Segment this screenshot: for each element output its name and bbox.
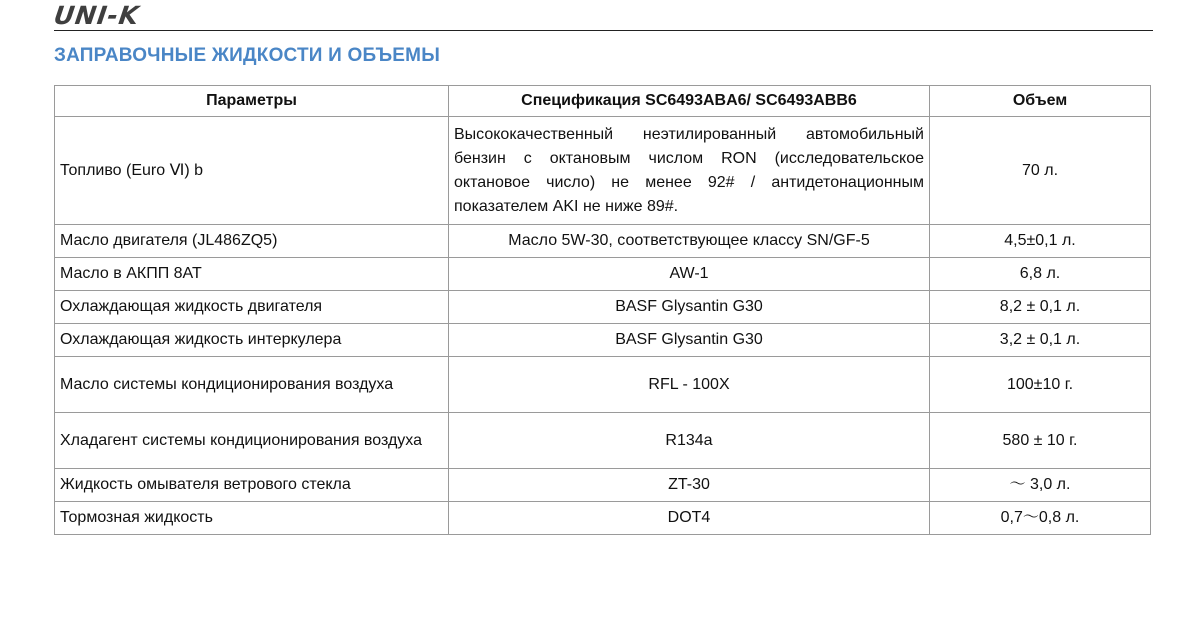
cell-parameter: Масло системы кондиционирования воздуха bbox=[55, 357, 449, 413]
cell-specification: Высококачественный неэтилированный автомобильный бензин с октановым числом RON (исследовательское октановое число) не менее 92# / антидетонационным показателем AKI не ниже 89#. bbox=[449, 117, 930, 225]
cell-volume: 4,5±0,1 л. bbox=[930, 225, 1151, 258]
cell-parameter: Охлаждающая жидкость двигателя bbox=[55, 291, 449, 324]
table-header-row bbox=[55, 86, 1151, 117]
cell-parameter: Топливо (Euro Ⅵ) b bbox=[55, 117, 449, 225]
fluids-table bbox=[54, 85, 1151, 535]
cell-specification: ZT-30 bbox=[449, 469, 930, 502]
cell-parameter: Масло двигателя (JL486ZQ5) bbox=[55, 225, 449, 258]
column-header-volume: Объем bbox=[930, 86, 1151, 117]
cell-specification: RFL - 100X bbox=[449, 357, 930, 413]
header-divider bbox=[54, 30, 1153, 31]
cell-volume: 580 ± 10 г. bbox=[930, 413, 1151, 469]
cell-specification: DOT4 bbox=[449, 502, 930, 535]
cell-parameter: Хладагент системы кондиционирования воздуха bbox=[55, 413, 449, 469]
cell-volume: 6,8 л. bbox=[930, 258, 1151, 291]
table-row bbox=[55, 225, 1151, 258]
cell-parameter: Тормозная жидкость bbox=[55, 502, 449, 535]
cell-specification: R134a bbox=[449, 413, 930, 469]
section-title: ЗАПРАВОЧНЫЕ ЖИДКОСТИ И ОБЪЕМЫ bbox=[54, 45, 441, 66]
table-row bbox=[55, 117, 1151, 225]
cell-specification: BASF Glysantin G30 bbox=[449, 291, 930, 324]
cell-parameter: Жидкость омывателя ветрового стекла bbox=[55, 469, 449, 502]
cell-volume: 8,2 ± 0,1 л. bbox=[930, 291, 1151, 324]
table-row bbox=[55, 357, 1151, 413]
column-header-parameters: Параметры bbox=[55, 86, 449, 117]
table-row bbox=[55, 258, 1151, 291]
cell-parameter: Масло в АКПП 8AT bbox=[55, 258, 449, 291]
cell-volume: 0,7～0,8 л. bbox=[930, 502, 1151, 535]
table-row bbox=[55, 469, 1151, 502]
table-row bbox=[55, 324, 1151, 357]
table-row bbox=[55, 291, 1151, 324]
cell-specification: AW-1 bbox=[449, 258, 930, 291]
brand-logo: UNI-K bbox=[52, 1, 142, 30]
table-row bbox=[55, 502, 1151, 535]
cell-volume: 70 л. bbox=[930, 117, 1151, 225]
table-row bbox=[55, 413, 1151, 469]
cell-volume: 100±10 г. bbox=[930, 357, 1151, 413]
cell-parameter: Охлаждающая жидкость интеркулера bbox=[55, 324, 449, 357]
cell-volume: 3,2 ± 0,1 л. bbox=[930, 324, 1151, 357]
cell-specification: Масло 5W-30, соответствующее классу SN/GF-5 bbox=[449, 225, 930, 258]
cell-specification: BASF Glysantin G30 bbox=[449, 324, 930, 357]
cell-volume: ～ 3,0 л. bbox=[930, 469, 1151, 502]
column-header-specification: Спецификация SC6493ABA6/ SC6493ABB6 bbox=[449, 86, 930, 117]
